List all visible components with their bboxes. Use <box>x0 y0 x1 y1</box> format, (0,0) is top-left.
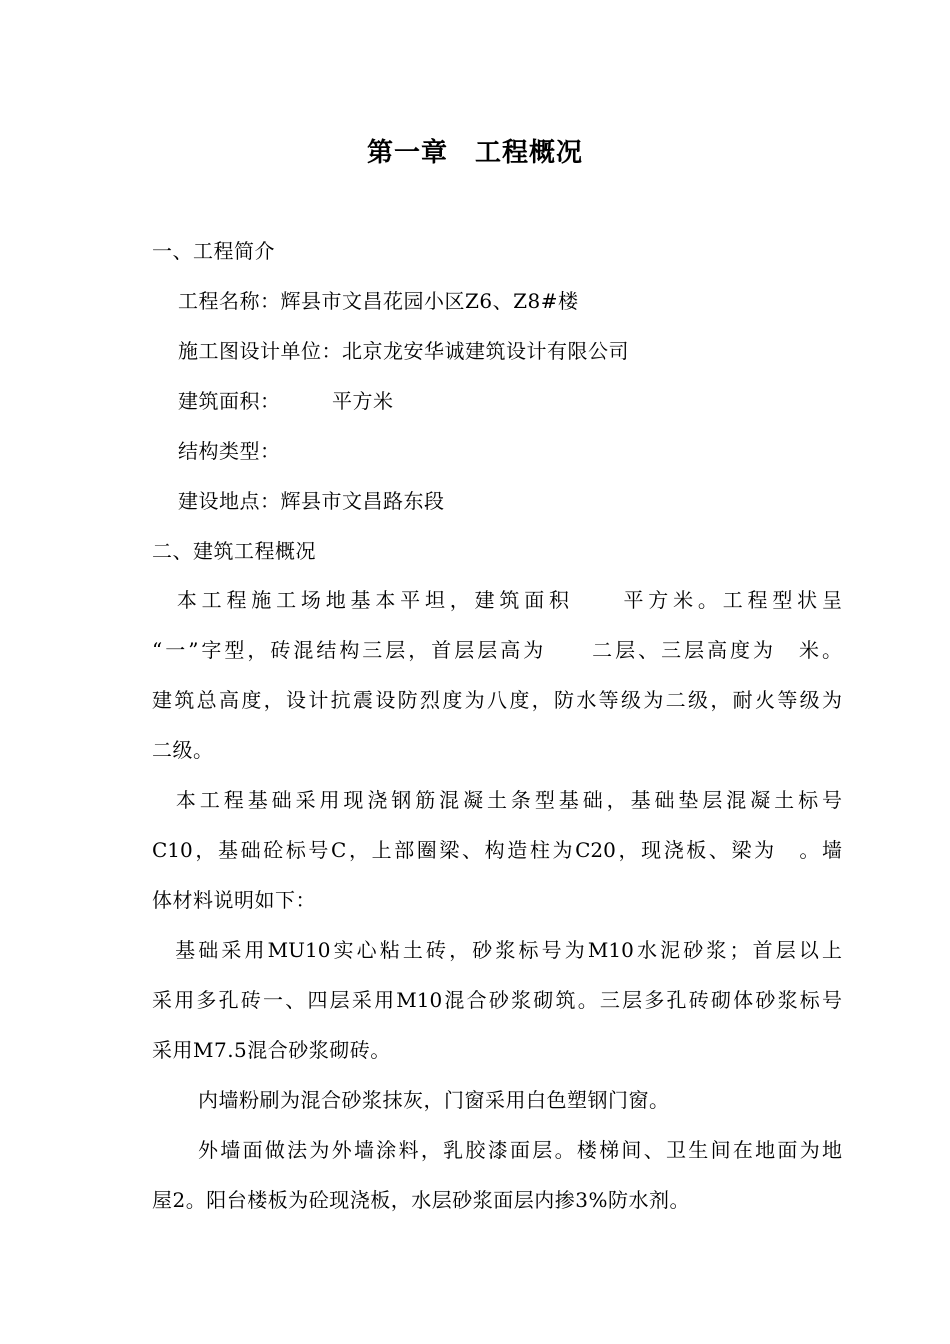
project-name-line: 工程名称：辉县市文昌花园小区Z6、Z8#楼 <box>178 289 579 313</box>
paragraph-line: 二级。 <box>152 738 214 762</box>
paragraph-line: 采用多孔砖一、四层采用M10混合砂浆砌筑。三层多孔砖砌体砂浆标号 <box>152 988 842 1012</box>
paragraph-line: C10，基础砼标号C，上部圈梁、构造柱为C20，现浇板、梁为 。墙 <box>152 838 842 862</box>
structure-type-line: 结构类型： <box>178 439 281 463</box>
paragraph-line: 采用M7.5混合砂浆砌砖。 <box>152 1038 391 1062</box>
paragraph-line: 屋2。阳台楼板为砼现浇板，水层砂浆面层内掺3%防水剂。 <box>152 1188 690 1212</box>
chapter-title: 第一章 工程概况 <box>366 138 583 168</box>
location-line: 建设地点：辉县市文昌路东段 <box>178 489 445 513</box>
section2-heading: 二、建筑工程概况 <box>152 539 316 563</box>
paragraph-line: “一”字型，砖混结构三层，首层层高为 二层、三层高度为 米。 <box>152 638 842 662</box>
building-area-line: 建筑面积： 平方米 <box>178 389 394 413</box>
paragraph-line: 基础采用MU10实心粘土砖，砂浆标号为M10水泥砂浆；首层以上 <box>152 938 842 962</box>
paragraph-line: 本工程施工场地基本平坦，建筑面积 平方米。工程型状呈 <box>152 588 842 612</box>
paragraph-line: 外墙面做法为外墙涂料，乳胶漆面层。楼梯间、卫生间在地面为地 <box>198 1138 842 1162</box>
paragraph-line: 内墙粉刷为混合砂浆抹灰，门窗采用白色塑钢门窗。 <box>198 1088 670 1112</box>
paragraph-line: 建筑总高度，设计抗震设防烈度为八度，防水等级为二级，耐火等级为 <box>152 688 842 712</box>
design-unit-line: 施工图设计单位：北京龙安华诚建筑设计有限公司 <box>178 339 629 363</box>
section1-heading: 一、工程简介 <box>152 239 275 263</box>
paragraph-line: 本工程基础采用现浇钢筋混凝土条型基础，基础垫层混凝土标号 <box>152 788 842 812</box>
paragraph-line: 体材料说明如下： <box>152 888 316 912</box>
